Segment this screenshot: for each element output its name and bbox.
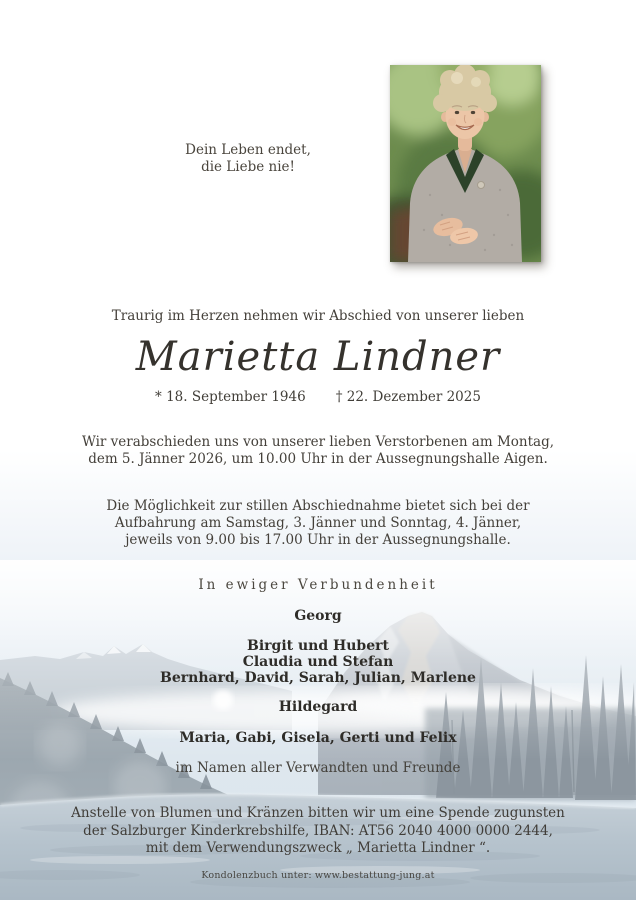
funeral-paragraph bbox=[0, 434, 636, 468]
viewing-line-3: jeweils von 9.00 bis 17.00 Uhr in der Aussegnungshalle. bbox=[125, 532, 511, 548]
deceased-name: Marietta Lindner bbox=[135, 334, 501, 380]
funeral-line-2: dem 5. Jänner 2026, um 10.00 Uhr in der Aussegnungshalle Aigen. bbox=[88, 451, 548, 467]
donation-paragraph bbox=[0, 805, 636, 858]
mourner-birgit-hubert: Birgit und Hubert bbox=[247, 638, 389, 654]
funeral-line-1: Wir verabschieden uns von unserer lieben Verstorbenen am Montag, bbox=[81, 434, 555, 450]
mourner-siblings: Maria, Gabi, Gisela, Gerti und Felix bbox=[179, 730, 457, 746]
portrait-photo bbox=[390, 65, 541, 262]
donation-line-2: der Salzburger Kinderkrebshilfe, IBAN: AT56 2040 4000 0000 2444, bbox=[83, 822, 553, 839]
epigraph-line-1: Dein Leben endet, bbox=[185, 142, 311, 158]
viewing-line-1: Die Möglichkeit zur stillen Abschiednahme bietet sich bei der bbox=[106, 498, 530, 514]
donation-line-1: Anstelle von Blumen und Kränzen bitten wir um eine Spende zugunsten bbox=[71, 805, 565, 821]
mourner-georg: Georg bbox=[294, 608, 342, 624]
mourner-claudia-stefan: Claudia und Stefan bbox=[242, 653, 394, 670]
donation-line-3: mit dem Verwendungszweck „ Marietta Lindner “. bbox=[145, 840, 491, 856]
mourner-grandchildren: Bernhard, David, Sarah, Julian, Marlene bbox=[160, 669, 476, 686]
life-dates bbox=[0, 389, 636, 405]
epigraph bbox=[120, 142, 376, 176]
birth-date: * 18. September 1946 bbox=[155, 389, 306, 405]
closing-line: In ewiger Verbundenheit bbox=[198, 577, 438, 593]
relatives-note: im Namen aller Verwandten und Freunde bbox=[175, 760, 461, 776]
portrait-illustration bbox=[390, 65, 541, 262]
mourner-children-group bbox=[0, 639, 636, 686]
mourner-hildegard: Hildegard bbox=[278, 699, 358, 715]
viewing-line-2: Aufbahrung am Samstag, 3. Jänner und Sonntag, 4. Jänner, bbox=[114, 515, 522, 531]
death-date: † 22. Dezember 2025 bbox=[335, 389, 481, 405]
viewing-paragraph bbox=[0, 498, 636, 549]
intro-line: Traurig im Herzen nehmen wir Abschied von unserer lieben bbox=[111, 308, 525, 324]
epigraph-line-2: die Liebe nie! bbox=[201, 159, 295, 175]
brooch bbox=[478, 182, 485, 189]
condolence-note: Kondolenzbuch unter: www.bestattung-jung.at bbox=[201, 870, 435, 881]
